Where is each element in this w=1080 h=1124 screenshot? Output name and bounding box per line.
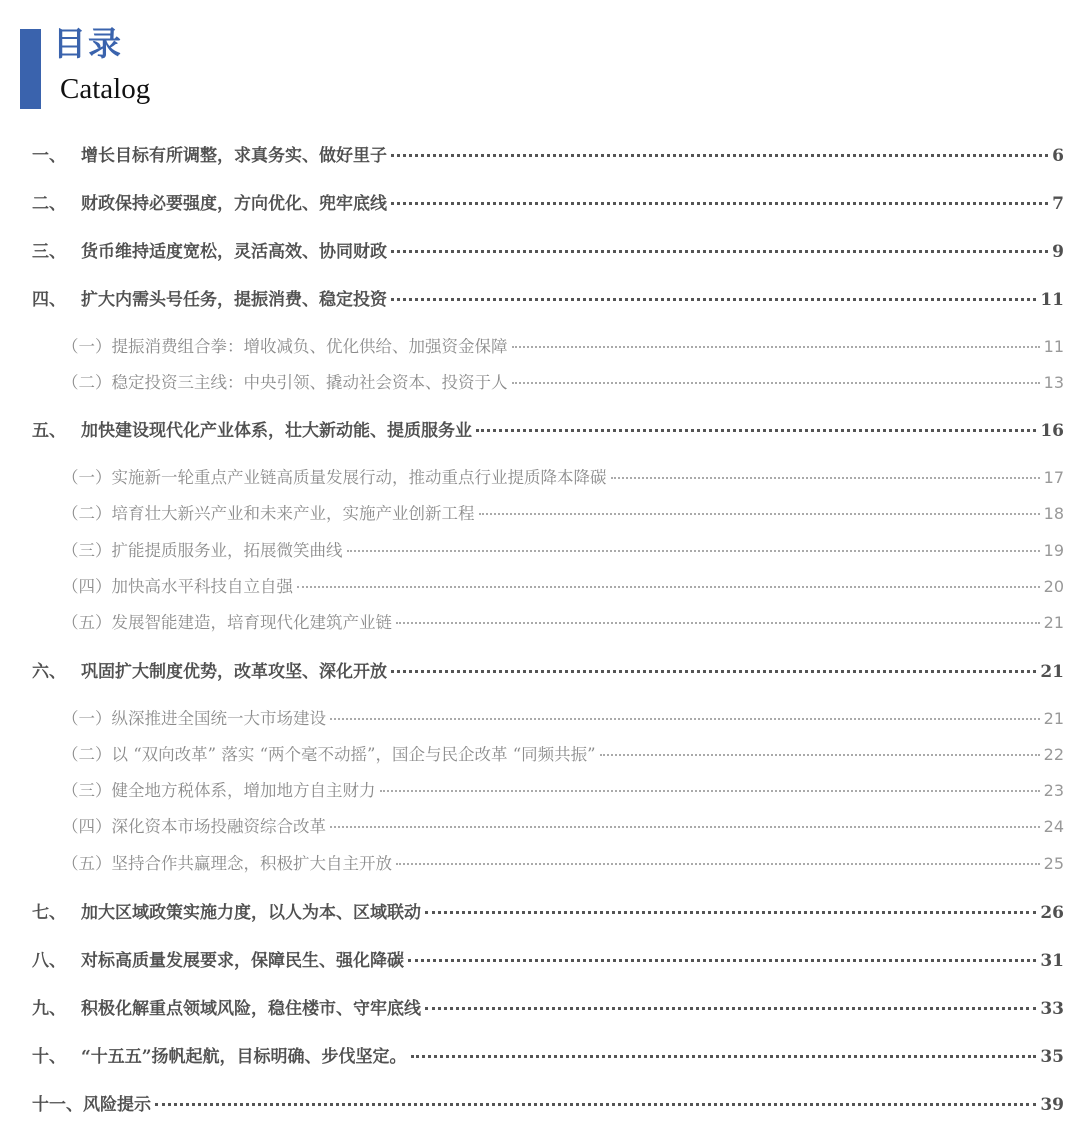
toc-entry-label: 提振消费组合拳：增收减负、优化供给、加强资金保障 — [111, 337, 508, 356]
dot-leader — [380, 786, 1040, 792]
toc-entry-page: 26 — [1040, 903, 1064, 923]
toc-entry-number: （一） — [62, 337, 112, 356]
toc-subentry[interactable] — [62, 333, 1064, 357]
dot-leader — [297, 582, 1040, 588]
toc-entry-label: “十五五”扬帆起航，目标明确、步伐坚定。 — [81, 1047, 407, 1067]
toc-entry-page: 21 — [1043, 709, 1064, 728]
toc-entry[interactable] — [32, 416, 1064, 441]
dot-leader — [408, 955, 1036, 962]
toc-entry[interactable] — [32, 898, 1064, 923]
toc-entry-number: 二、 — [32, 194, 66, 214]
toc-entry-page: 17 — [1043, 468, 1064, 487]
toc-entry-label: 加快高水平科技自立自强 — [111, 577, 293, 596]
toc-entry-number: 四、 — [32, 290, 66, 310]
toc-entry-page: 13 — [1043, 373, 1064, 392]
toc-entry-label: 实施新一轮重点产业链高质量发展行动，推动重点行业提质降本降碳 — [111, 468, 607, 487]
toc-entry-page: 6 — [1052, 146, 1064, 166]
toc-entry-page: 9 — [1052, 242, 1064, 262]
toc-entry-page: 33 — [1040, 999, 1064, 1019]
dot-leader — [476, 425, 1036, 432]
toc-entry-label: 加大区域政策实施力度，以人为本、区域联动 — [81, 903, 421, 923]
toc-entry-number: （四） — [62, 577, 112, 596]
toc-entry-page: 11 — [1043, 337, 1064, 356]
toc-entry-page: 39 — [1040, 1095, 1064, 1115]
toc-entry-number: 一、 — [32, 146, 66, 166]
toc-entry-label: 深化资本市场投融资综合改革 — [111, 817, 326, 836]
toc-entry-number: （一） — [62, 709, 112, 728]
toc-entry-label: 健全地方税体系，增加地方自主财力 — [111, 781, 376, 800]
toc-subentry[interactable] — [62, 369, 1064, 393]
toc-entry-page: 7 — [1052, 194, 1064, 214]
toc-entry-number: 八、 — [32, 951, 66, 971]
toc-entry-page: 20 — [1043, 577, 1064, 596]
toc-entry-label: 对标高质量发展要求，保障民生、强化降碳 — [81, 951, 404, 971]
toc-entry-number: （二） — [62, 373, 112, 392]
toc-entry-label: 纵深推进全国统一大市场建设 — [111, 709, 326, 728]
toc-entry-number: （五） — [62, 613, 112, 632]
toc-subentry[interactable] — [62, 500, 1064, 524]
toc-entry-page: 31 — [1040, 951, 1064, 971]
toc-entry-label: 稳定投资三主线：中央引领、撬动社会资本、投资于人 — [111, 373, 508, 392]
toc-entry-page: 23 — [1043, 781, 1064, 800]
toc-entry-page: 11 — [1040, 290, 1064, 310]
toc-entry[interactable] — [32, 1090, 1064, 1115]
toc-entry-page: 18 — [1043, 504, 1064, 523]
toc-entry-label: 扩大内需头号任务，提振消费、稳定投资 — [81, 290, 387, 310]
toc-entry-page: 21 — [1040, 662, 1064, 682]
toc-entry[interactable] — [32, 657, 1064, 682]
toc-entry-page: 24 — [1043, 817, 1064, 836]
dot-leader — [391, 294, 1036, 301]
page-title: 目录 — [53, 24, 123, 63]
dot-leader — [391, 246, 1048, 253]
toc-entry-number: 三、 — [32, 242, 66, 262]
toc-entry-number: 七、 — [32, 903, 66, 923]
toc-entry-page: 21 — [1043, 613, 1064, 632]
accent-bar — [20, 29, 41, 109]
toc-entry-number: 六、 — [32, 662, 66, 682]
toc-subentry[interactable] — [62, 813, 1064, 837]
dot-leader — [611, 473, 1040, 479]
dot-leader — [347, 546, 1040, 552]
dot-leader — [600, 750, 1040, 756]
dot-leader — [391, 666, 1036, 673]
toc-entry-page: 25 — [1043, 854, 1064, 873]
toc-entry-label: 增长目标有所调整，求真务实、做好里子 — [81, 146, 387, 166]
toc-entry[interactable] — [32, 1042, 1064, 1067]
toc-entry-label: 巩固扩大制度优势，改革攻坚、深化开放 — [81, 662, 387, 682]
toc-entry[interactable] — [32, 994, 1064, 1019]
toc-entry[interactable] — [32, 189, 1064, 214]
toc-subentry[interactable] — [62, 537, 1064, 561]
toc-entry-number: （四） — [62, 817, 112, 836]
toc-entry-page: 22 — [1043, 745, 1064, 764]
toc-entry-number: （三） — [62, 541, 112, 560]
toc-entry-number: 十一、 — [32, 1095, 83, 1115]
toc-entry-number: （一） — [62, 468, 112, 487]
dot-leader — [512, 342, 1040, 348]
dot-leader — [425, 907, 1036, 914]
dot-leader — [330, 822, 1040, 828]
toc-entry-number: （三） — [62, 781, 112, 800]
dot-leader — [512, 378, 1040, 384]
dot-leader — [155, 1099, 1036, 1106]
toc-subentry[interactable] — [62, 741, 1064, 765]
dot-leader — [396, 618, 1040, 624]
toc-entry-page: 19 — [1043, 541, 1064, 560]
toc-entry-label: 货币维持适度宽松，灵活高效、协同财政 — [81, 242, 387, 262]
toc-entry-page: 16 — [1040, 421, 1064, 441]
dot-leader — [425, 1003, 1036, 1010]
dot-leader — [330, 714, 1040, 720]
toc-entry-number: 九、 — [32, 999, 66, 1019]
toc-entry[interactable] — [32, 237, 1064, 262]
toc-entry[interactable] — [32, 141, 1064, 166]
toc-entry-page: 35 — [1040, 1047, 1064, 1067]
toc-entry-label: 积极化解重点领域风险，稳住楼市、守牢底线 — [81, 999, 421, 1019]
toc-entry-number: （五） — [62, 854, 112, 873]
toc-entry-label: 扩能提质服务业，拓展微笑曲线 — [111, 541, 343, 560]
toc-subentry[interactable] — [62, 609, 1064, 633]
toc-subentry[interactable] — [62, 464, 1064, 488]
toc-entry[interactable] — [32, 946, 1064, 971]
toc-entry-label: 风险提示 — [83, 1095, 151, 1115]
toc-entry-label: 加快建设现代化产业体系，壮大新动能、提质服务业 — [81, 421, 472, 441]
toc-entry[interactable] — [32, 285, 1064, 310]
toc-entry-label: 坚持合作共赢理念，积极扩大自主开放 — [111, 854, 392, 873]
toc-entry-label: 发展智能建造，培育现代化建筑产业链 — [111, 613, 392, 632]
toc-entry-label: 以 “双向改革” 落实 “两个毫不动摇”，国企与民企改革 “同频共振” — [111, 745, 596, 764]
toc-subentry[interactable] — [62, 777, 1064, 801]
toc-entry-number: （二） — [62, 504, 112, 523]
toc-entry-label: 培育壮大新兴产业和未来产业，实施产业创新工程 — [111, 504, 475, 523]
toc-subentry[interactable] — [62, 850, 1064, 874]
toc-subentry[interactable] — [62, 705, 1064, 729]
dot-leader — [479, 509, 1040, 515]
toc-entry-number: （二） — [62, 745, 112, 764]
toc-entry-label: 财政保持必要强度，方向优化、兜牢底线 — [81, 194, 387, 214]
dot-leader — [391, 198, 1048, 205]
toc-entry-number: 五、 — [32, 421, 66, 441]
dot-leader — [396, 859, 1040, 865]
dot-leader — [391, 150, 1048, 157]
dot-leader — [411, 1051, 1037, 1058]
toc-subentry[interactable] — [62, 573, 1064, 597]
page-subtitle: Catalog — [60, 73, 151, 105]
toc-entry-number: 十、 — [32, 1047, 66, 1067]
